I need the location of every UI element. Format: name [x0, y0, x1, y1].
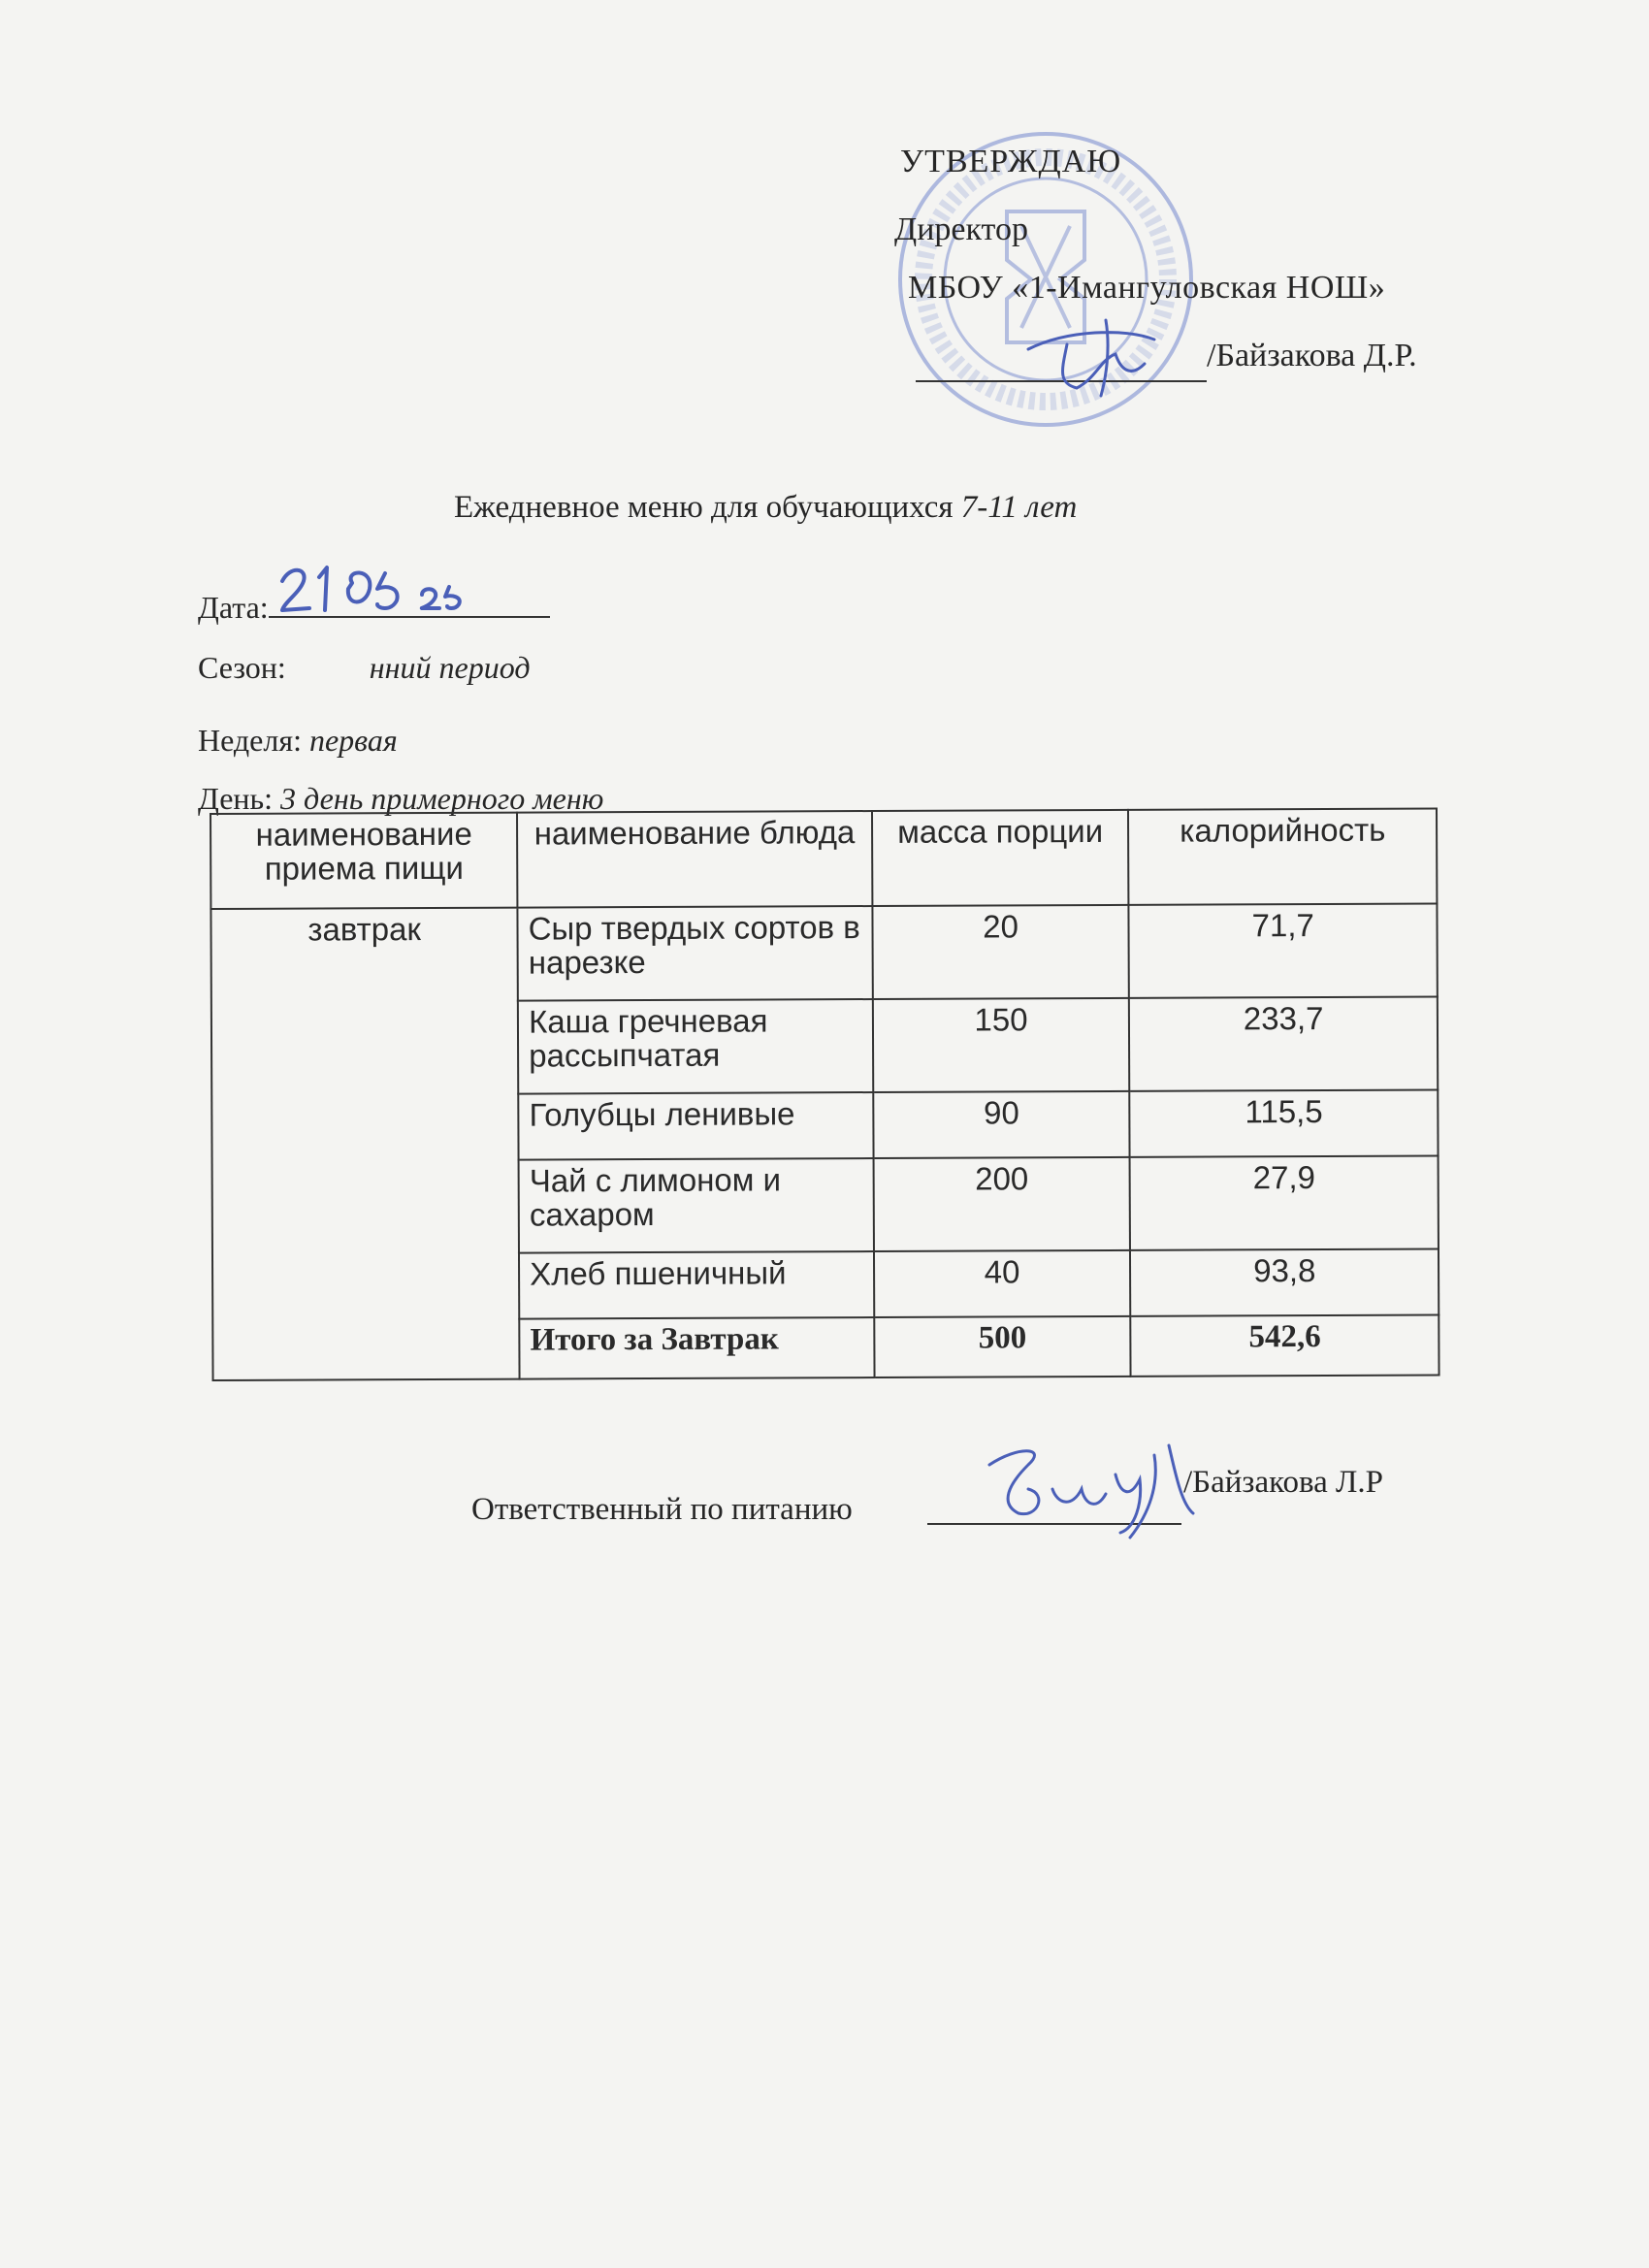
season-label: Сезон:: [198, 650, 286, 685]
dish-cell: Каша гречневая рассыпчатая: [518, 999, 873, 1094]
mass-cell: 40: [874, 1250, 1131, 1317]
dish-cell: Сыр твердых сортов в нарезке: [518, 906, 873, 1001]
header-mass: масса порции: [872, 810, 1129, 906]
header-calories: калорийность: [1128, 808, 1437, 904]
dish-cell: Голубцы ленивые: [518, 1092, 873, 1160]
responsible-signature: [960, 1436, 1203, 1542]
calories-cell: 27,9: [1130, 1155, 1439, 1249]
title-text: Ежедневное меню для обучающихся: [454, 490, 954, 525]
approval-role: Директор: [894, 211, 1028, 247]
date-label: Дата:: [198, 590, 269, 625]
menu-table: [210, 807, 1440, 1381]
calories-cell: 233,7: [1129, 996, 1438, 1090]
meal-cell: завтрак: [210, 908, 519, 1380]
mass-cell: 150: [872, 998, 1129, 1092]
director-signature: [1009, 310, 1193, 398]
table-header-row: [210, 808, 1437, 909]
dish-cell: Хлеб пшеничный: [519, 1251, 874, 1319]
responsible-label: Ответственный по питанию: [471, 1492, 853, 1527]
responsible-name: /Байзакова Л.Р: [1183, 1465, 1383, 1500]
week-field: [198, 723, 398, 759]
season-field: [198, 650, 531, 686]
week-label: Неделя:: [198, 723, 302, 758]
document-title: [454, 490, 1077, 526]
approval-title: УТВЕРЖДАЮ: [900, 144, 1122, 179]
day-value: 3 день примерного меню: [280, 781, 604, 816]
calories-cell: 71,7: [1129, 903, 1438, 997]
header-meal: наименование приема пищи: [210, 813, 518, 909]
mass-cell: 200: [873, 1157, 1130, 1251]
dish-cell: Чай с лимоном и сахаром: [519, 1158, 874, 1253]
week-value: первая: [308, 723, 398, 758]
approval-signatory: /Байзакова Д.Р.: [1207, 338, 1417, 373]
approval-organization: МБОУ «1-Имангуловская НОШ»: [908, 270, 1386, 306]
day-label: День:: [198, 781, 274, 816]
calories-cell: 93,8: [1130, 1248, 1439, 1315]
date-line: [269, 587, 550, 618]
calories-cell: 115,5: [1130, 1089, 1439, 1156]
total-label: Итого за Завтрак: [519, 1317, 874, 1379]
header-dish: наименование блюда: [517, 811, 872, 908]
age-group: 7-11 лет: [960, 490, 1078, 525]
mass-cell: 20: [872, 905, 1129, 999]
total-mass: 500: [874, 1316, 1131, 1377]
handwritten-date: [276, 560, 509, 618]
total-calories: 542,6: [1131, 1314, 1439, 1376]
mass-cell: 90: [873, 1091, 1130, 1158]
table-row: [210, 903, 1437, 1002]
season-value: нний период: [369, 650, 531, 685]
date-field: [198, 587, 550, 626]
